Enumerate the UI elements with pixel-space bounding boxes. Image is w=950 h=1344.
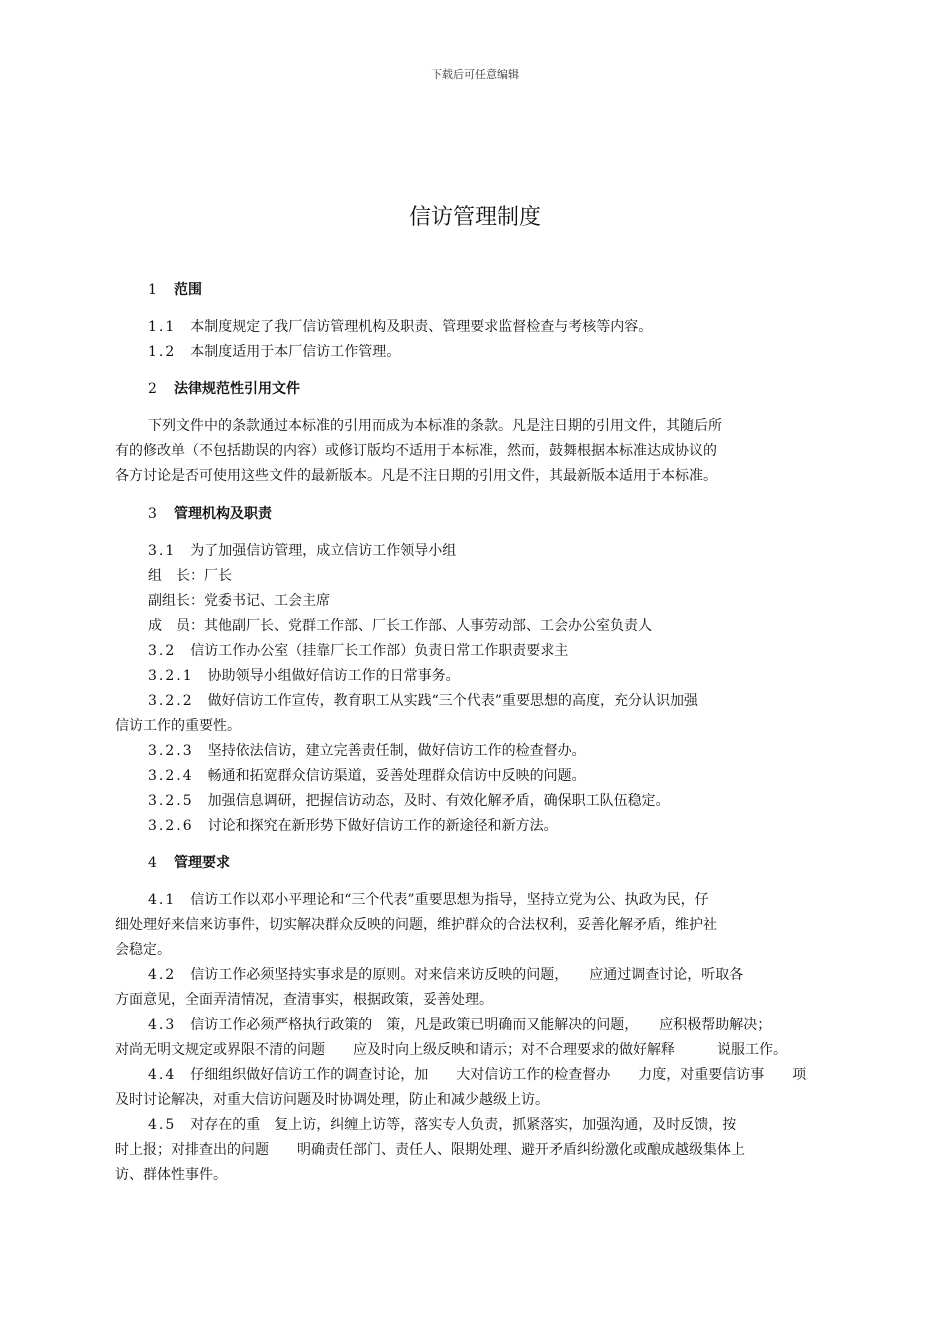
clause-number: 3.1	[148, 543, 177, 559]
paragraph-3-2-2	[148, 690, 698, 710]
section-2-heading	[148, 378, 300, 398]
header-note: 下载后可任意编辑	[431, 68, 519, 81]
paragraph-4-4	[148, 1064, 806, 1084]
paragraph-2-line: 各方讨论是否可使用这些文件的最新版本。凡是不注日期的引用文件，其最新版本适用于本标准。	[115, 468, 717, 484]
clause-text: 仔细组织做好信访工作的调查讨论，加 大对信访工作的检查督办 力度，对重要信访事 项	[190, 1067, 807, 1083]
clause-text: 信访工作办公室（挂靠厂长工作部）负责日常工作职责要求主	[190, 643, 569, 659]
section-4-heading	[148, 852, 230, 872]
section-3-heading	[148, 503, 272, 523]
clause-number: 1.2	[148, 344, 177, 360]
paragraph-1-1	[148, 316, 652, 336]
clause-number: 3.2	[148, 643, 177, 659]
clause-text: 做好信访工作宣传，教育职工从实践“三个代表”重要思想的高度，充分认识加强	[207, 693, 698, 709]
paragraph-1-2	[148, 341, 400, 361]
clause-number: 3.2.5	[148, 793, 194, 809]
clause-number: 1.1	[148, 319, 177, 335]
clause-text: 加强信息调研，把握信访动态，及时、有效化解矛盾，确保职工队伍稳定。	[207, 793, 670, 809]
clause-text: 对存在的重 复上访，纠缠上访等，落实专人负责，抓紧落实，加强沟通，及时反馈，按	[190, 1117, 737, 1133]
paragraph-4-5-line: 访、群体性事件。	[115, 1167, 227, 1183]
document-title: 信访管理制度	[408, 205, 541, 230]
section-title: 管理要求	[174, 855, 230, 871]
clause-text: 坚持依法信访，建立完善责任制，做好信访工作的检查督办。	[207, 743, 586, 759]
paragraph-3-2-4	[148, 765, 586, 785]
clause-number: 3.2.3	[148, 743, 194, 759]
paragraph-4-1-line: 细处理好来信来访事件，切实解决群众反映的问题，维护群众的合法权利，妥善化解矛盾，维护社	[115, 917, 717, 933]
clause-number: 4.5	[148, 1117, 177, 1133]
clause-number: 3.2.1	[148, 668, 194, 684]
paragraph-3-1	[148, 540, 456, 560]
group-members: 成 员：其他副厂长、党群工作部、厂长工作部、人事劳动部、工会办公室负责人	[148, 618, 652, 634]
section-number: 3	[148, 506, 157, 522]
clause-number: 4.2	[148, 967, 177, 983]
paragraph-4-1-line: 会稳定。	[115, 942, 171, 958]
clause-text: 本制度规定了我厂信访管理机构及职责、管理要求监督检查与考核等内容。	[190, 319, 653, 335]
clause-number: 4.1	[148, 892, 177, 908]
paragraph-4-5-line: 时上报；对排查出的问题 明确责任部门、责任人、限期处理、避开矛盾纠纷激化或酿成越级集体上	[115, 1142, 745, 1158]
paragraph-4-2	[148, 964, 743, 984]
paragraph-4-5	[148, 1114, 736, 1134]
section-title: 法律规范性引用文件	[174, 381, 300, 397]
section-number: 1	[148, 282, 157, 298]
clause-text: 畅通和拓宽群众信访渠道，妥善处理群众信访中反映的问题。	[207, 768, 586, 784]
group-leader: 组 长：厂长	[148, 568, 232, 584]
paragraph-3-2-5	[148, 790, 670, 810]
deputy-leader: 副组长：党委书记、工会主席	[148, 593, 330, 609]
clause-text: 讨论和探究在新形势下做好信访工作的新途径和新方法。	[207, 818, 558, 834]
section-title: 范围	[174, 282, 202, 298]
paragraph-4-2-line: 方面意见，全面弄清情况，查清事实，根据政策，妥善处理。	[115, 992, 493, 1008]
section-number: 2	[148, 381, 157, 397]
paragraph-3-2-1	[148, 665, 460, 685]
paragraph-4-1	[148, 889, 709, 909]
paragraph-4-3-line: 对尚无明文规定或界限不清的问题 应及时向上级反映和请示；对不合理要求的做好解释 说服工作。	[115, 1042, 787, 1058]
clause-text: 为了加强信访管理，成立信访工作领导小组	[190, 543, 457, 559]
paragraph-3-2-2-cont: 信访工作的重要性。	[115, 718, 241, 734]
clause-text: 信访工作必须严格执行政策的 策，凡是政策已明确而又能解决的问题， 应积极帮助解决；	[190, 1017, 772, 1033]
clause-text: 信访工作以邓小平理论和“三个代表”重要思想为指导，坚持立党为公、执政为民，仔	[190, 892, 709, 908]
clause-number: 3.2.6	[148, 818, 194, 834]
clause-number: 3.2.4	[148, 768, 194, 784]
paragraph-4-4-line: 及时讨论解决，对重大信访问题及时协调处理，防止和减少越级上访。	[115, 1092, 549, 1108]
clause-number: 4.4	[148, 1067, 177, 1083]
section-1-heading	[148, 279, 202, 299]
clause-text: 本制度适用于本厂信访工作管理。	[190, 344, 401, 360]
section-title: 管理机构及职责	[174, 506, 272, 522]
paragraph-3-2	[148, 640, 568, 660]
section-number: 4	[148, 855, 157, 871]
clause-text: 信访工作必须坚持实事求是的原则。对来信来访反映的问题， 应通过调查讨论，听取各	[190, 967, 744, 983]
clause-number: 4.3	[148, 1017, 177, 1033]
paragraph-2-line: 下列文件中的条款通过本标准的引用而成为本标准的条款。凡是注日期的引用文件，其随后所	[148, 418, 722, 434]
clause-text: 协助领导小组做好信访工作的日常事务。	[207, 668, 460, 684]
paragraph-4-3	[148, 1014, 771, 1034]
clause-number: 3.2.2	[148, 693, 194, 709]
paragraph-2-line: 有的修改单（不包括勘误的内容）或修订版均不适用于本标准，然而，鼓舞根据本标准达成协议的	[115, 443, 717, 459]
paragraph-3-2-3	[148, 740, 586, 760]
paragraph-3-2-6	[148, 815, 558, 835]
